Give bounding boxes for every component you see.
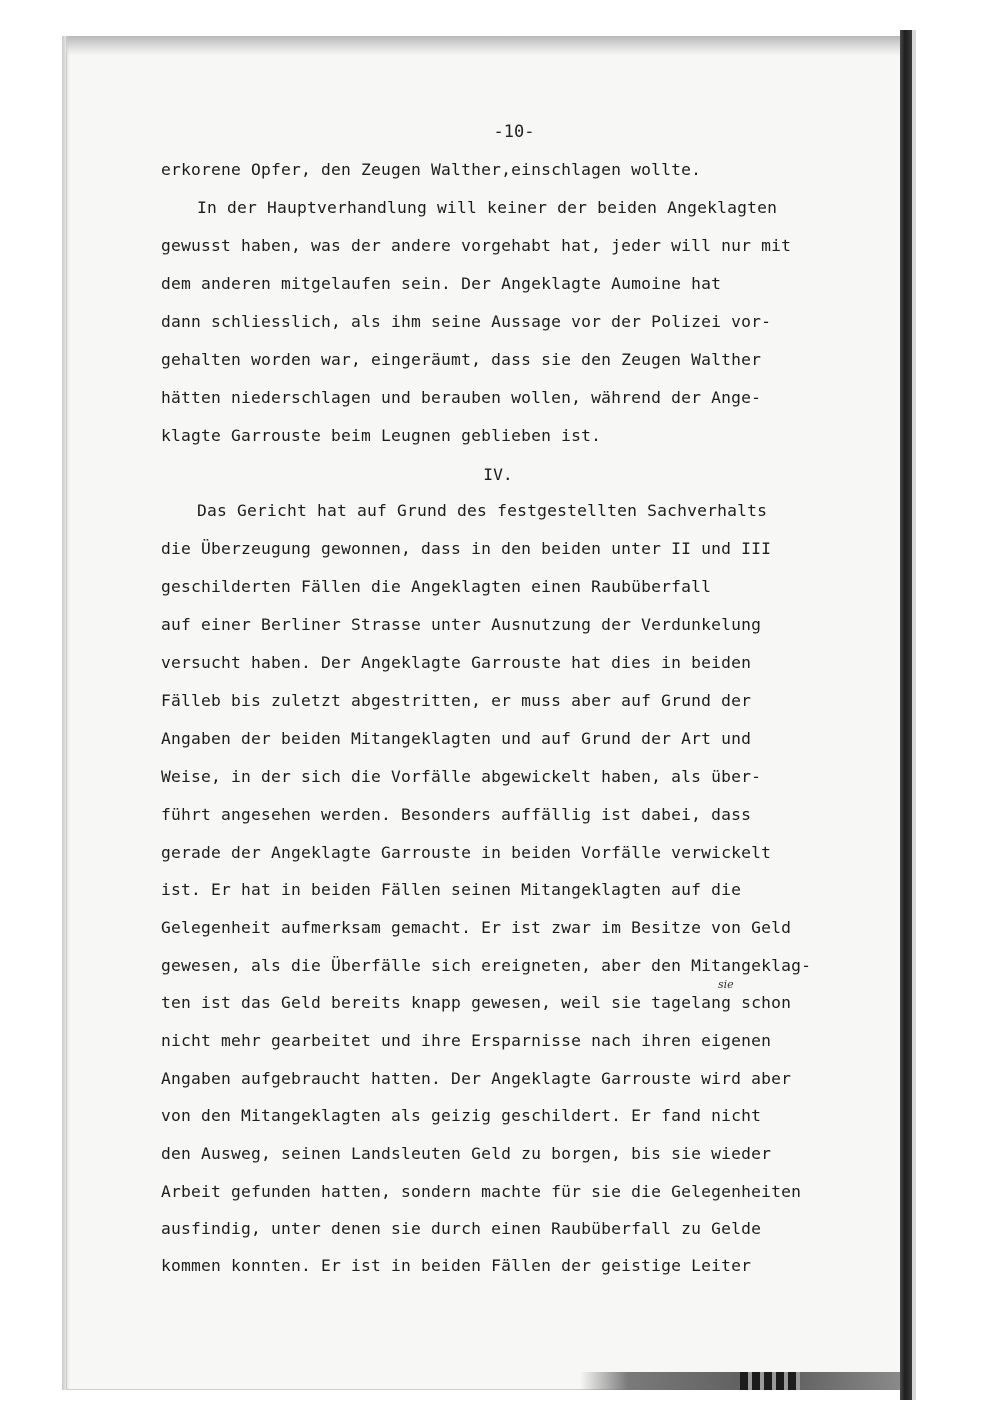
- paragraph2-line-18: den Ausweg, seinen Landsleuten Geld zu borgen, bis sie wieder: [161, 1144, 772, 1163]
- paragraph2-line-6: Fälleb bis zuletzt abgestritten, er muss aber auf Grund der: [161, 691, 752, 710]
- paragraph2-line-21: kommen konnten. Er ist in beiden Fällen der geistige Leiter: [161, 1256, 752, 1275]
- paragraph2-line-4: auf einer Berliner Strasse unter Ausnutzung der Verdunkelung: [161, 615, 762, 634]
- handwritten-annotation: sie: [718, 978, 734, 991]
- page-number: -10-: [493, 122, 535, 142]
- bottom-scan-marks: [740, 1372, 800, 1390]
- binding-gap: [912, 30, 916, 1400]
- paragraph1-line-5: dann schliesslich, als ihm seine Aussage vor der Polizei vor-: [161, 312, 772, 331]
- paragraph2-line-8: Weise, in der sich die Vorfälle abgewickelt haben, als über-: [161, 767, 762, 786]
- paragraph2-line-9: führt angesehen werden. Besonders auffällig ist dabei, dass: [161, 805, 752, 824]
- paragraph1-line-3: gewusst haben, was der andere vorgehabt hat, jeder will nur mit: [161, 236, 792, 255]
- paragraph2-line-1: Das Gericht hat auf Grund des festgestellten Sachverhalts: [197, 501, 768, 520]
- paragraph2-line-5: versucht haben. Der Angeklagte Garrouste hat dies in beiden: [161, 653, 752, 672]
- paper-top-shadow: [66, 36, 902, 56]
- section-heading: IV.: [483, 465, 513, 484]
- paragraph2-line-19: Arbeit gefunden hatten, sondern machte für sie die Gelegenheiten: [161, 1182, 802, 1201]
- paragraph1-line-6: gehalten worden war, eingeräumt, dass sie den Zeugen Walther: [161, 350, 762, 369]
- paragraph2-line-20: ausfindig, unter denen sie durch einen Raubüberfall zu Gelde: [161, 1219, 762, 1238]
- paragraph1-line-4: dem anderen mitgelaufen sein. Der Angeklagte Aumoine hat: [161, 274, 722, 293]
- binding-strip: [900, 30, 912, 1400]
- paragraph2-line-7: Angaben der beiden Mitangeklagten und auf Grund der Art und: [161, 729, 752, 748]
- paragraph1-line-8: klagte Garrouste beim Leugnen geblieben ist.: [161, 426, 602, 445]
- paragraph2-line-14: ten ist das Geld bereits knapp gewesen, weil sie tagelang schon: [161, 993, 792, 1012]
- paragraph2-line-10: gerade der Angeklagte Garrouste in beiden Vorfälle verwickelt: [161, 843, 772, 862]
- paragraph1-line-1: erkorene Opfer, den Zeugen Walther,einschlagen wollte.: [161, 160, 702, 179]
- paragraph2-line-13: gewesen, als die Überfälle sich ereigneten, aber den Mitangeklag-: [161, 956, 812, 975]
- paragraph1-line-7: hätten niederschlagen und berauben wollen, während der Ange-: [161, 388, 762, 407]
- paragraph2-line-17: von den Mitangeklagten als geizig geschildert. Er fand nicht: [161, 1106, 762, 1125]
- paragraph2-line-12: Gelegenheit aufmerksam gemacht. Er ist zwar im Besitze von Geld: [161, 918, 792, 937]
- paragraph2-line-2: die Überzeugung gewonnen, dass in den beiden unter II und III: [161, 539, 772, 558]
- paragraph2-line-11: ist. Er hat in beiden Fällen seinen Mitangeklagten auf die: [161, 880, 742, 899]
- paragraph2-line-15: nicht mehr gearbeitet und ihre Ersparnisse nach ihren eigenen: [161, 1031, 772, 1050]
- paragraph1-line-2: In der Hauptverhandlung will keiner der beiden Angeklagten: [197, 198, 778, 217]
- paragraph2-line-3: geschilderten Fällen die Angeklagten einen Raubüberfall: [161, 577, 712, 596]
- paper-left-shadow: [62, 36, 70, 1390]
- paragraph2-line-16: Angaben aufgebraucht hatten. Der Angeklagte Garrouste wird aber: [161, 1069, 792, 1088]
